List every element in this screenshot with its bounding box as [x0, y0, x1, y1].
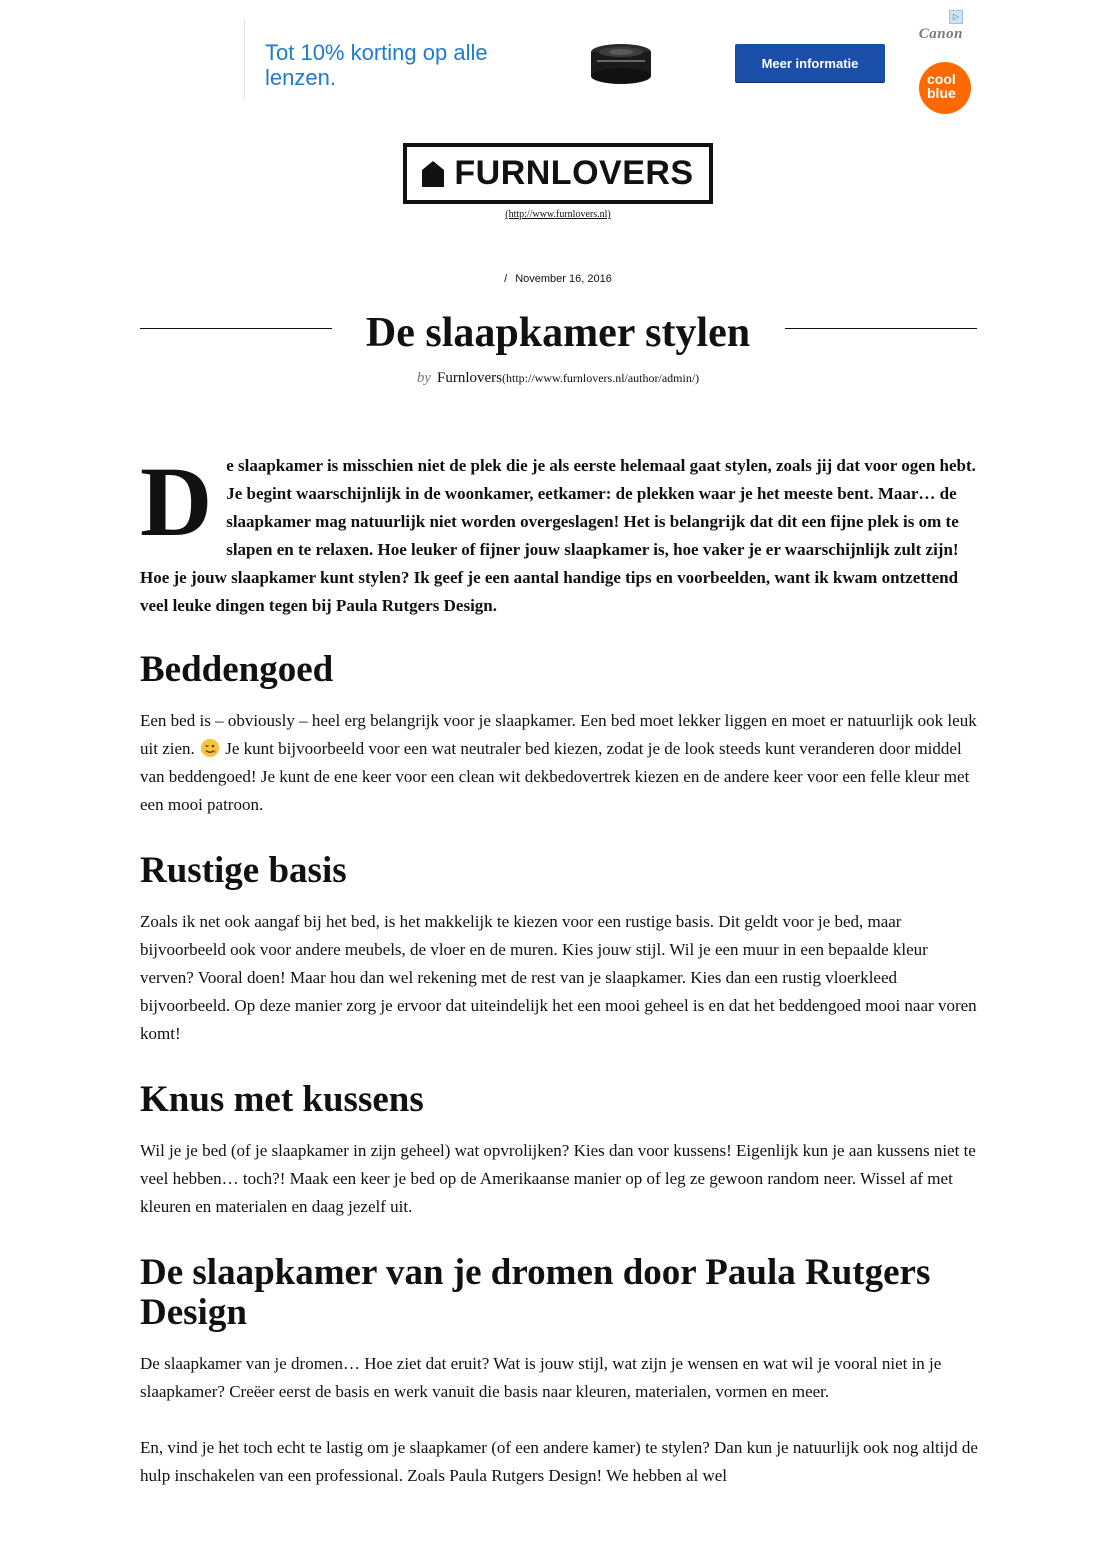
- paragraph-dromen: De slaapkamer van je dromen… Hoe ziet dat eruit? Wat is jouw stijl, wat zijn je wensen en wat wil je vooral niet in je slaapkamer? Creëer eerst de basis en werk vanuit die basis naar kleuren, materialen, vormen en meer.: [140, 1354, 942, 1401]
- heading-rustige-basis: Rustige basis: [140, 850, 347, 891]
- heading-dromen: De slaapkamer van je dromen door Paula Rutgers Design: [140, 1252, 931, 1333]
- intro-paragraph: De slaapkamer is misschien niet de plek die je als eerste helemaal gaat stylen, zoals jij dat voor ogen hebt. Je begint waarschijnlijk in de woonkamer, eetkamer: de plekken waar je het meeste bent. Maar… de slaapkamer mag natuurlijk niet worden overgeslagen! Het is belangrijk dat dit een fijne plek is om te slapen en te relaxen. Hoe leuker of fijner jouw slaapkamer is, hoe vaker je er waarschijnlijk zult zijn! Hoe je jouw slaapkamer kunt stylen? Ik geef je een aantal handige tips en voorbeelden, want ik kwam ontzettend veel leuke dingen tegen bij Paula Rutgers Design.: [140, 446, 976, 615]
- heading-kussens: Knus met kussens: [140, 1079, 424, 1120]
- house-icon: [422, 161, 444, 187]
- byline: [0, 370, 1116, 387]
- paragraph-dromen-2: En, vind je het toch echt te lastig om je slaapkamer (of een andere kamer) te stylen? Dan kun je natuurlijk ook nog altijd de hulp inschakelen van een professional. Zoals Paula Rutgers Design! We hebben al wel: [140, 1438, 978, 1485]
- ad-headline[interactable]: Tot 10% korting op alle lenzen.: [265, 40, 488, 90]
- heading-beddengoed: Beddengoed: [140, 649, 334, 690]
- wink-emoji-icon: [201, 739, 219, 757]
- logo-url[interactable]: (http://www.furnlovers.nl): [505, 209, 611, 220]
- paragraph-kussens: Wil je je bed (of je slaapkamer in zijn geheel) wat opvrolijken? Kies dan voor kussens! Eigenlijk kun je aan kussens niet te veel hebben… toch?! Maak een keer je bed op de Amerikaanse manier op of leg ze gewoon random neer. Wissel af met kleuren en materialen en daag jezelf uit.: [140, 1141, 976, 1216]
- post-date: / November 16, 2016: [504, 273, 612, 285]
- logo-text: FURNLOVERS: [454, 154, 694, 192]
- more-info-button[interactable]: Meer informatie: [735, 44, 885, 82]
- by-label: by: [416, 370, 431, 386]
- author-url[interactable]: (http://www.furnlovers.nl/author/admin/): [501, 371, 700, 385]
- author-link[interactable]: Furnlovers: [436, 370, 502, 386]
- page-title: De slaapkamer stylen: [365, 310, 751, 356]
- canon-brand: Canon: [918, 26, 963, 42]
- dropcap: D: [140, 446, 213, 557]
- article-body: [140, 446, 978, 1490]
- paragraph-rustige-basis: Zoals ik net ook aangaf bij het bed, is het makkelijk te kiezen voor een rustige basis. Dit geldt voor je bed, maar bijvoorbeeld ook voor andere meubels, de vloer en de muren. Kies jouw stijl. Wil je een muur in een bepaalde kleur verven? Vooral doen! Maar hou dan wel rekening met de rest van je slaapkamer. Kies dan een rustig vloerkleed bijvoorbeeld. Op deze manier zorg je ervoor dat uiteindelijk het een mooi geheel is en dat het beddengoed mooi naar voren komt!: [140, 912, 977, 1043]
- camera-lens-icon: [587, 40, 655, 88]
- paragraph-beddengoed: Een bed is – obviously – heel erg belangrijk voor je slaapkamer. Een bed moet lekker liggen en moet er natuurlijk ook leuk uit zien. Je kunt bijvoorbeeld voor een wat neutraler bed kiezen, zodat je de look steeds kunt veranderen door middel van beddengoed! Je kunt de ene keer voor een clean wit dekbedovertrek kiezen en de andere keer voor een felle kleur met een mooi patroon.: [140, 711, 977, 814]
- adchoices-icon[interactable]: ▷: [949, 10, 963, 24]
- ad-banner[interactable]: [244, 12, 965, 101]
- coolblue-badge: cool blue: [919, 62, 971, 114]
- site-logo[interactable]: [403, 143, 713, 204]
